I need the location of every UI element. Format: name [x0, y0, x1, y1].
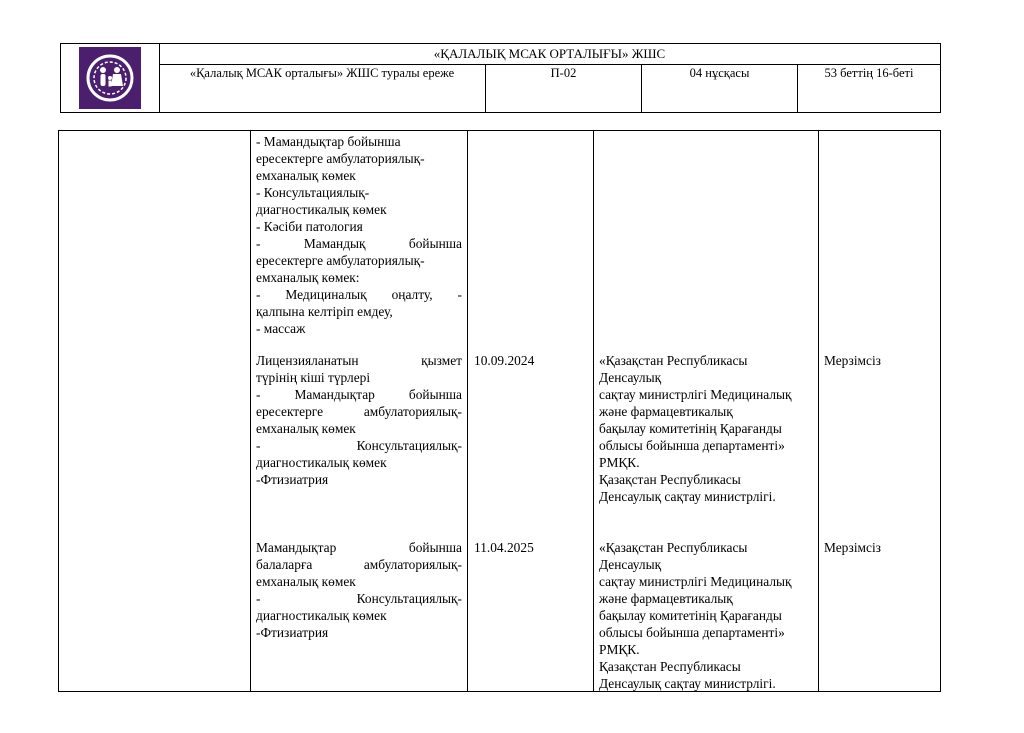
license-subtypes-cell: [256, 352, 462, 488]
validity-period: Мерзімсіз: [824, 353, 881, 368]
text-line: ересектерге амбулаториялық-: [256, 151, 425, 166]
column-divider: [467, 131, 468, 691]
column-divider: [593, 131, 594, 691]
issue-date: 11.04.2025: [474, 540, 534, 555]
text-line: - массаж: [256, 321, 306, 336]
document-code: П-02: [486, 64, 642, 112]
text-line: Қазақстан Республикасы: [599, 472, 741, 487]
text-line: емханалық көмек: [256, 421, 356, 436]
text-line: - Мамандықтар бойынша: [256, 134, 401, 149]
issue-date: 10.09.2024: [474, 353, 535, 368]
text-line: сақтау министрлігі Медициналық: [599, 387, 792, 402]
page-number: 53 беттің 16-беті: [824, 66, 914, 80]
column-divider: [250, 131, 251, 691]
text-line: қалпына келтіріп емдеу,: [256, 304, 393, 319]
text-line: бақылау комитетінің Қарағанды: [599, 421, 782, 436]
text-line: емханалық көмек: [256, 168, 356, 183]
text-line: - Медициналық оңалту, -: [256, 287, 462, 302]
text-line: Денсаулық сақтау министрлігі.: [599, 676, 776, 691]
text-line: -Фтизиатрия: [256, 625, 329, 640]
text-line: түрінің кіші түрлері: [256, 370, 371, 385]
text-line: бақылау комитетінің Қарағанды: [599, 608, 782, 623]
text-line: облысы бойынша департаменті»: [599, 438, 785, 453]
issuing-authority: [599, 539, 817, 692]
license-table: [58, 130, 941, 692]
text-line: және фармацевтикалық: [599, 404, 733, 419]
text-line: - Мамандық бойынша: [256, 236, 462, 251]
issuing-authority: [599, 352, 817, 505]
text-line: диагностикалық көмек: [256, 455, 387, 470]
text-line: Мамандықтар бойынша: [256, 540, 462, 555]
document-header: [60, 43, 941, 113]
column-divider: [818, 131, 819, 691]
text-line: РМҚК.: [599, 455, 640, 470]
text-line: -Фтизиатрия: [256, 472, 329, 487]
text-line: - Мамандықтар бойынша: [256, 387, 462, 402]
validity-period: Мерзімсіз: [824, 540, 881, 555]
text-line: және фармацевтикалық: [599, 591, 733, 606]
text-line: - Консультациялық-: [256, 591, 462, 606]
text-line: Қазақстан Республикасы: [599, 659, 741, 674]
text-line: - Консультациялық-: [256, 185, 370, 200]
text-line: балаларға амбулаториялық-: [256, 557, 462, 572]
text-line: Лицензияланатын қызмет: [256, 353, 462, 368]
text-line: Денсаулық: [599, 557, 662, 572]
text-line: «Қазақстан Республикасы: [599, 353, 748, 368]
logo-cell: [61, 44, 160, 112]
license-subtypes-cell: [256, 539, 462, 641]
text-line: диагностикалық көмек: [256, 202, 387, 217]
document-version: 04 нұсқасы: [642, 64, 798, 112]
text-line: емханалық көмек:: [256, 270, 360, 285]
text-line: Денсаулық: [599, 370, 662, 385]
text-line: ересектерге амбулаториялық-: [256, 404, 462, 419]
organization-name: «ҚАЛАЛЫҚ МСАК ОРТАЛЫҒЫ» ЖШС: [159, 44, 940, 65]
text-line: «Қазақстан Республикасы: [599, 540, 748, 555]
text-line: Денсаулық сақтау министрлігі.: [599, 489, 776, 504]
text-line: - Консультациялық-: [256, 438, 462, 453]
text-line: РМҚК.: [599, 642, 640, 657]
text-line: емханалық көмек: [256, 574, 356, 589]
license-subtypes-cell: [256, 133, 462, 337]
document-title: «Қалалық МСАК орталығы» ЖШС туралы ереже: [159, 64, 486, 112]
text-line: облысы бойынша департаменті»: [599, 625, 785, 640]
text-line: ересектерге амбулаториялық-: [256, 253, 425, 268]
text-line: диагностикалық көмек: [256, 608, 387, 623]
text-line: сақтау министрлігі Медициналық: [599, 574, 792, 589]
organization-logo: [79, 47, 141, 109]
text-line: - Кәсіби патология: [256, 219, 363, 234]
